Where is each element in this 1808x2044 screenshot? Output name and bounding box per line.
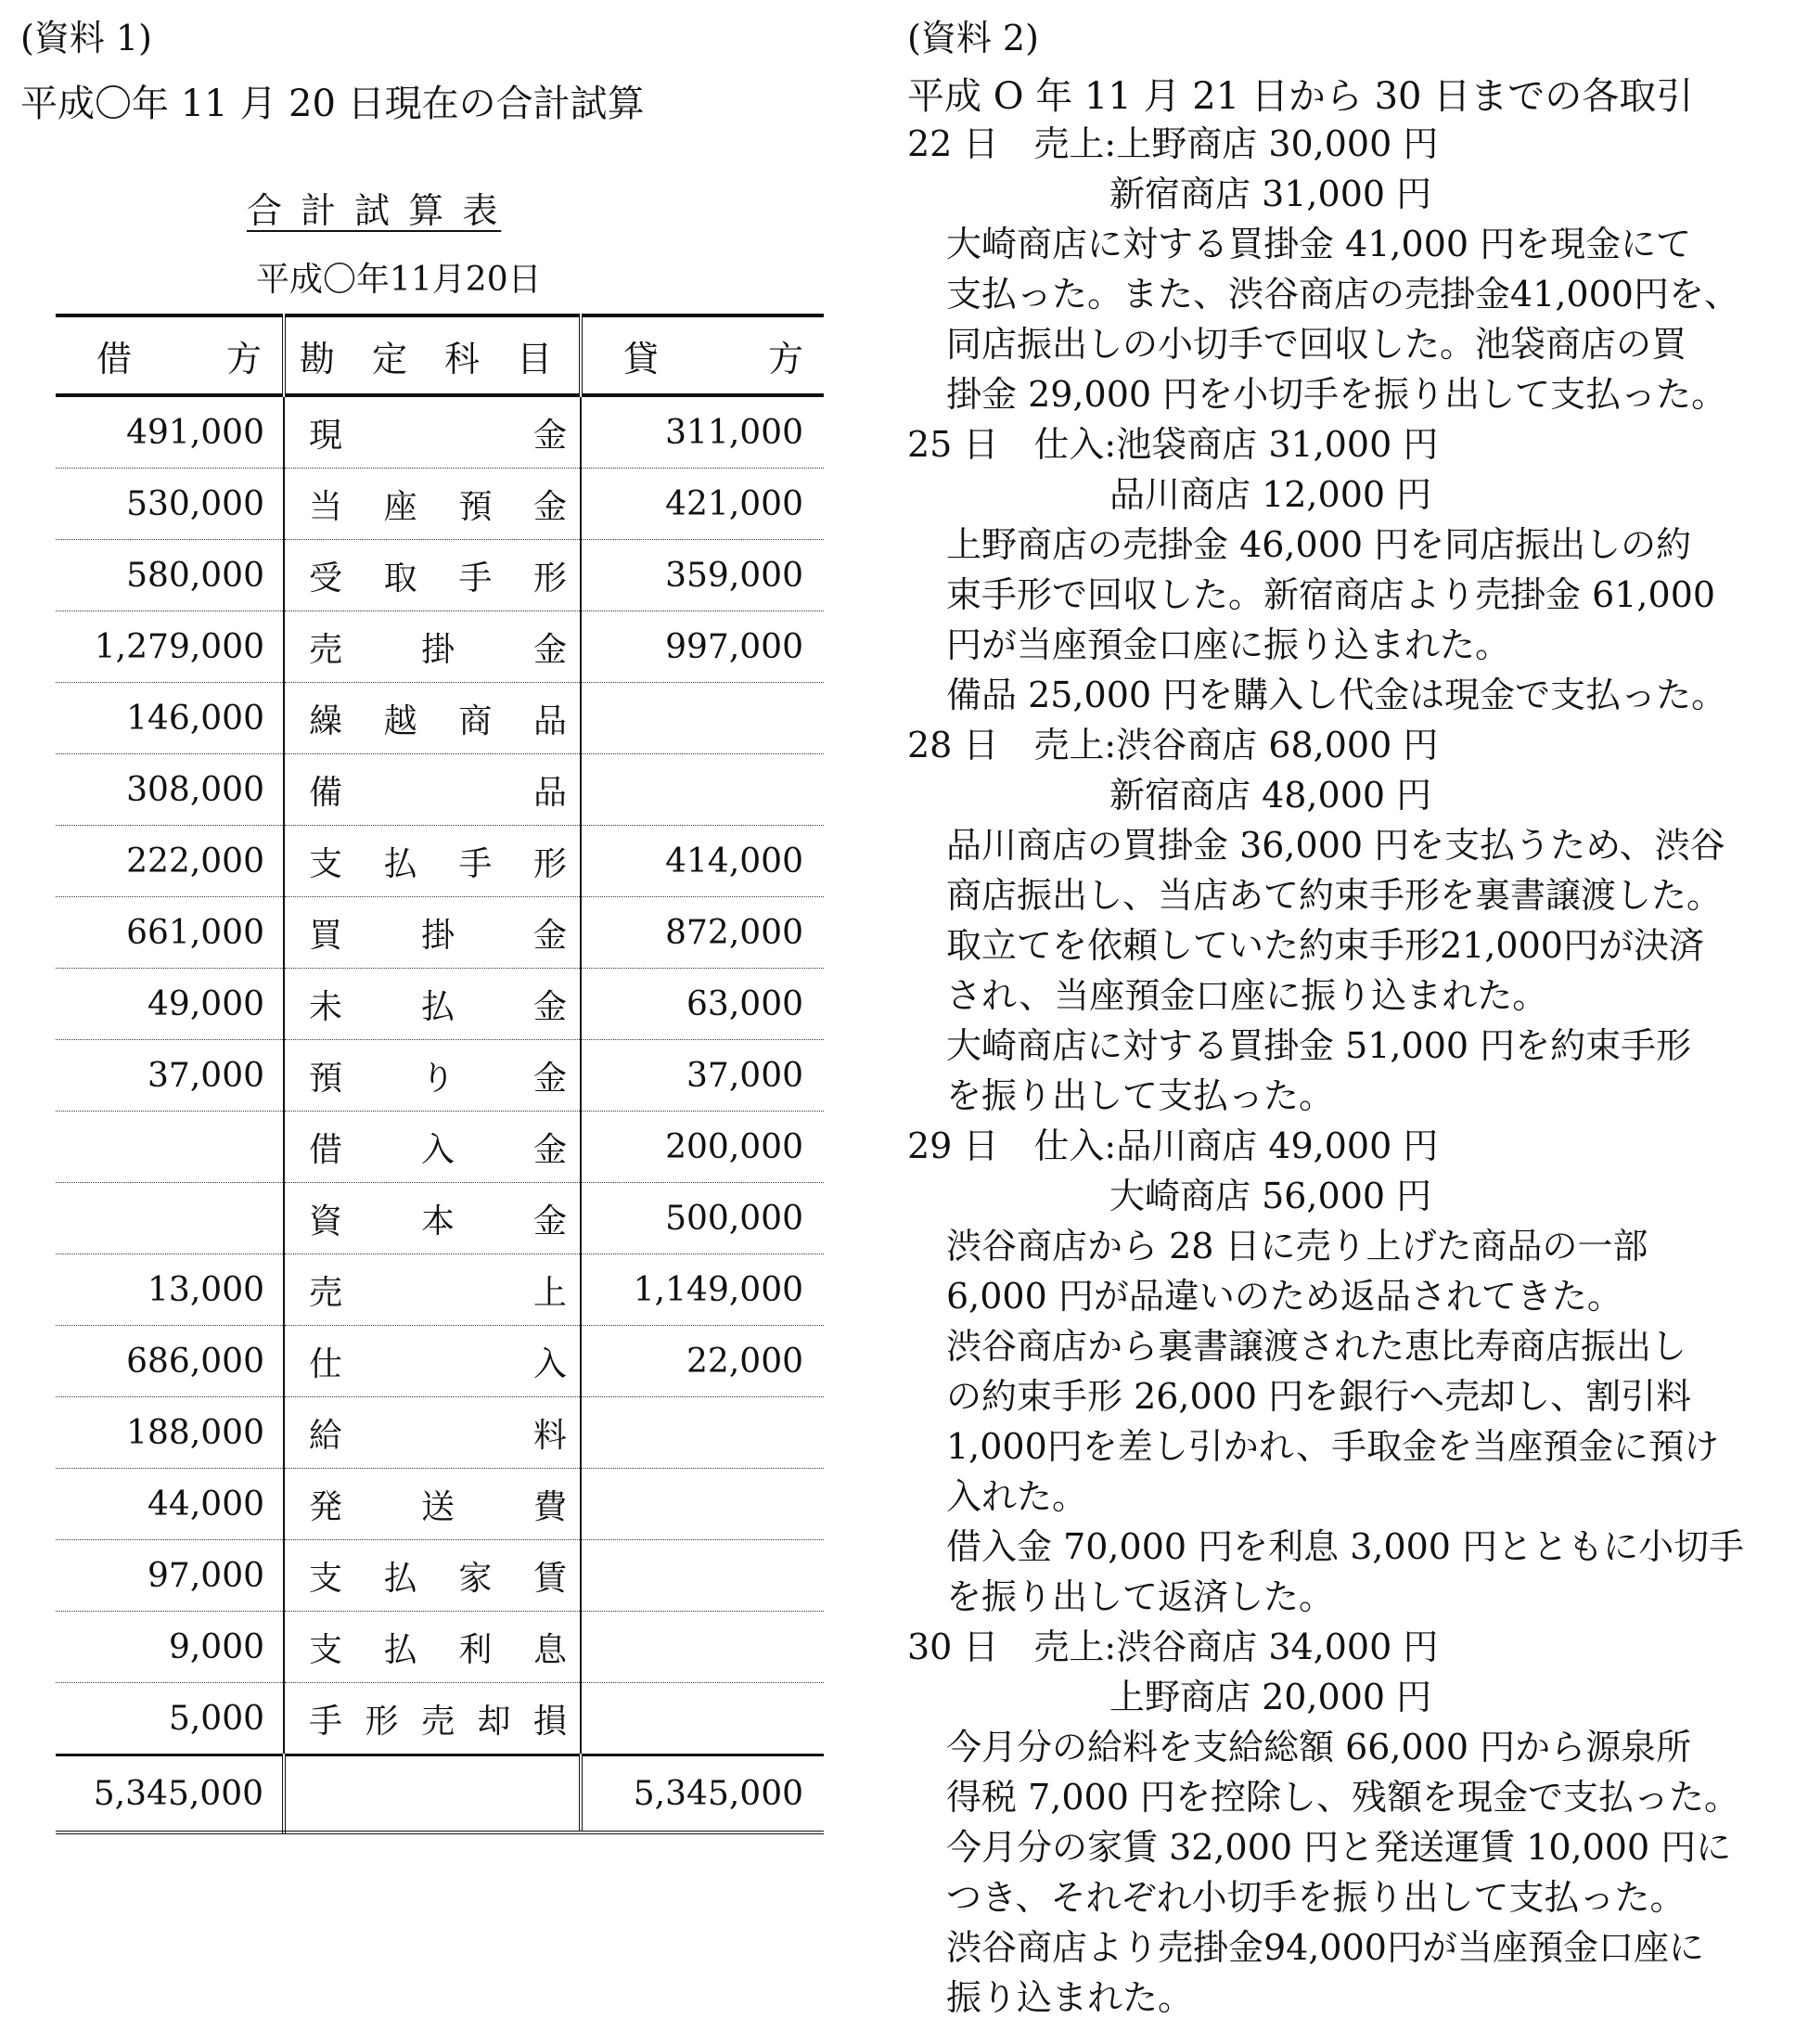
credit-amount: 22,000 bbox=[581, 1326, 824, 1397]
account-name bbox=[284, 1540, 581, 1612]
account-name-char: 仕 bbox=[309, 1344, 343, 1383]
table-row bbox=[56, 826, 824, 897]
transactions-heading: 平成 O 年 11 月 21 日から 30 日までの各取引 bbox=[907, 75, 1694, 118]
debit-amount: 188,000 bbox=[56, 1397, 284, 1469]
debit-amount: 580,000 bbox=[56, 540, 284, 611]
table-row bbox=[56, 1254, 824, 1326]
debit-amount bbox=[56, 1183, 284, 1254]
credit-amount bbox=[581, 683, 824, 754]
table-row bbox=[56, 1040, 824, 1112]
account-name-char: 借 bbox=[309, 1130, 343, 1169]
account-name-char: 払 bbox=[383, 844, 417, 883]
account-name-char: 支 bbox=[309, 844, 343, 883]
account-name bbox=[284, 540, 581, 611]
account-name-char: 手 bbox=[309, 1702, 343, 1741]
table-row bbox=[56, 1469, 824, 1540]
account-name bbox=[284, 1254, 581, 1326]
debit-amount: 5,000 bbox=[56, 1683, 284, 1755]
table-date: 平成〇年11月20日 bbox=[256, 261, 542, 299]
account-name-char: 預 bbox=[458, 487, 493, 526]
transaction-line: 大崎商店に対する買掛金 41,000 円を現金にて bbox=[946, 224, 1692, 264]
transaction-date-line: 30 日 売上:渋谷商店 34,000 円 bbox=[907, 1626, 1439, 1667]
account-header: 勘 定 科 目 bbox=[284, 315, 581, 395]
debit-amount: 530,000 bbox=[56, 469, 284, 540]
transaction-date-line: 29 日 仕入:品川商店 49,000 円 bbox=[907, 1125, 1439, 1166]
table-row bbox=[56, 1397, 824, 1469]
account-name-char: 利 bbox=[458, 1630, 493, 1669]
account-name-char: 品 bbox=[532, 701, 567, 740]
account-name-char: 座 bbox=[383, 487, 417, 526]
debit-amount: 308,000 bbox=[56, 754, 284, 826]
table-row bbox=[56, 1112, 824, 1183]
transaction-line: 1,000円を差し引かれ、手取金を当座預金に預け bbox=[946, 1426, 1720, 1467]
debit-amount bbox=[56, 1112, 284, 1183]
account-name-char: 受 bbox=[309, 559, 343, 598]
account-name-char: 売 bbox=[420, 1702, 455, 1741]
transaction-line: 6,000 円が品違いのため返品されてきた。 bbox=[946, 1276, 1622, 1317]
account-name-char: 金 bbox=[532, 916, 567, 955]
transaction-line: 支払った。また、渋谷商店の売掛金41,000円を、 bbox=[946, 274, 1739, 315]
transaction-line: され、当座預金口座に振り込まれた。 bbox=[946, 975, 1548, 1016]
transaction-line: つき、それぞれ小切手を振り出して支払った。 bbox=[946, 1877, 1686, 1918]
transaction-line: 取立てを依頼していた約束手形21,000円が決済 bbox=[946, 925, 1704, 966]
transaction-line: 円が当座預金口座に振り込まれた。 bbox=[946, 624, 1511, 665]
table-row bbox=[56, 469, 824, 540]
account-name bbox=[284, 1112, 581, 1183]
account-name-char: 金 bbox=[532, 987, 567, 1026]
credit-amount: 200,000 bbox=[581, 1112, 824, 1183]
credit-amount bbox=[581, 754, 824, 826]
table-row bbox=[56, 611, 824, 683]
transaction-line: 上野商店の売掛金 46,000 円を同店振出しの約 bbox=[946, 524, 1692, 565]
account-name-char: 売 bbox=[309, 630, 343, 669]
account-name bbox=[284, 897, 581, 969]
debit-amount: 44,000 bbox=[56, 1469, 284, 1540]
account-name-char: 損 bbox=[532, 1702, 567, 1741]
material-2-label: (資料 2) bbox=[907, 18, 1039, 58]
debit-amount: 1,279,000 bbox=[56, 611, 284, 683]
account-name-char: 家 bbox=[458, 1559, 493, 1598]
credit-amount: 500,000 bbox=[581, 1183, 824, 1254]
table-row bbox=[56, 1612, 824, 1683]
credit-amount: 414,000 bbox=[581, 826, 824, 897]
debit-header-char: 借 bbox=[96, 338, 133, 379]
debit-amount: 13,000 bbox=[56, 1254, 284, 1326]
account-name-char: 支 bbox=[309, 1559, 343, 1598]
transaction-line: 大崎商店に対する買掛金 51,000 円を約束手形 bbox=[946, 1025, 1692, 1066]
debit-amount: 491,000 bbox=[56, 395, 284, 469]
credit-header-char: 貸 bbox=[623, 338, 660, 379]
transaction-line: 借入金 70,000 円を利息 3,000 円とともに小切手 bbox=[946, 1526, 1745, 1567]
debit-header-char: 方 bbox=[225, 338, 262, 379]
transaction-line: 同店振出しの小切手で回収した。池袋商店の買 bbox=[946, 324, 1687, 365]
account-name bbox=[284, 469, 581, 540]
account-name-char: 金 bbox=[532, 1202, 567, 1241]
table-header-row bbox=[56, 315, 824, 395]
transaction-line: 備品 25,000 円を購入し代金は現金で支払った。 bbox=[946, 675, 1727, 715]
account-name-char: 掛 bbox=[420, 916, 455, 955]
table-row bbox=[56, 683, 824, 754]
account-name-char: 現 bbox=[309, 416, 343, 455]
table-row bbox=[56, 1326, 824, 1397]
account-name-char: 支 bbox=[309, 1630, 343, 1669]
table-row bbox=[56, 540, 824, 611]
debit-amount: 97,000 bbox=[56, 1540, 284, 1612]
account-name-char: 送 bbox=[420, 1487, 455, 1526]
credit-amount: 872,000 bbox=[581, 897, 824, 969]
credit-total: 5,345,000 bbox=[581, 1755, 824, 1833]
account-name-char: 給 bbox=[309, 1416, 343, 1455]
credit-amount: 63,000 bbox=[581, 969, 824, 1040]
transaction-line: 大崎商店 56,000 円 bbox=[1109, 1176, 1432, 1216]
account-name-char: 金 bbox=[532, 1130, 567, 1169]
trial-balance-heading: 平成〇年 11 月 20 日現在の合計試算 bbox=[20, 83, 645, 125]
transaction-date-line: 22 日 売上:上野商店 30,000 円 bbox=[907, 123, 1439, 164]
account-name-char: 商 bbox=[458, 701, 493, 740]
table-title: 合 計 試 算 表 bbox=[247, 190, 502, 231]
transaction-line: 品川商店の買掛金 36,000 円を支払うため、渋谷 bbox=[946, 825, 1725, 866]
table-row bbox=[56, 969, 824, 1040]
account-name-char: 預 bbox=[309, 1059, 343, 1098]
credit-amount: 1,149,000 bbox=[581, 1254, 824, 1326]
credit-header-char: 方 bbox=[767, 338, 803, 379]
account-name bbox=[284, 826, 581, 897]
account-name-char: 繰 bbox=[309, 701, 343, 740]
account-name-char: 資 bbox=[309, 1202, 343, 1241]
account-name-char: 備 bbox=[309, 773, 343, 812]
transaction-line: 入れた。 bbox=[946, 1476, 1088, 1517]
debit-amount: 37,000 bbox=[56, 1040, 284, 1112]
account-name bbox=[284, 1397, 581, 1469]
account-name bbox=[284, 1612, 581, 1683]
table-row bbox=[56, 1540, 824, 1612]
account-name bbox=[284, 969, 581, 1040]
account-name-char: 形 bbox=[365, 1702, 399, 1741]
account-name-char: 入 bbox=[420, 1130, 455, 1169]
transaction-line: 振り込まれた。 bbox=[946, 1977, 1194, 2018]
transaction-line: 渋谷商店より売掛金94,000円が当座預金口座に bbox=[946, 1927, 1704, 1968]
credit-amount: 311,000 bbox=[581, 395, 824, 469]
transaction-line: 今月分の家賃 32,000 円と発送運賃 10,000 円に bbox=[946, 1827, 1732, 1868]
account-name-char: 払 bbox=[420, 987, 455, 1026]
transaction-line: 今月分の給料を支給総額 66,000 円から源泉所 bbox=[946, 1727, 1692, 1768]
account-name bbox=[284, 1183, 581, 1254]
debit-amount: 49,000 bbox=[56, 969, 284, 1040]
account-name-char: 金 bbox=[532, 487, 567, 526]
account-name-char: 費 bbox=[532, 1487, 567, 1526]
account-name-char: 当 bbox=[309, 487, 343, 526]
account-name bbox=[284, 395, 581, 469]
account-name-char: 売 bbox=[309, 1273, 343, 1312]
credit-amount bbox=[581, 1612, 824, 1683]
credit-amount bbox=[581, 1683, 824, 1755]
debit-amount: 146,000 bbox=[56, 683, 284, 754]
transaction-date-line: 25 日 仕入:池袋商店 31,000 円 bbox=[907, 424, 1439, 465]
debit-amount: 222,000 bbox=[56, 826, 284, 897]
credit-amount bbox=[581, 1469, 824, 1540]
table-row bbox=[56, 1183, 824, 1254]
table-row bbox=[56, 395, 824, 469]
account-name-char: 金 bbox=[532, 630, 567, 669]
account-name-char: 払 bbox=[383, 1630, 417, 1669]
total-row bbox=[56, 1755, 824, 1833]
credit-amount bbox=[581, 1540, 824, 1612]
transaction-line: の約束手形 26,000 円を銀行へ売却し、割引料 bbox=[946, 1376, 1692, 1417]
transaction-line: 新宿商店 31,000 円 bbox=[1109, 174, 1432, 214]
account-name-char: 上 bbox=[532, 1273, 567, 1312]
total-account-blank bbox=[284, 1755, 581, 1833]
account-name-char: 形 bbox=[532, 559, 567, 598]
account-name-char: 入 bbox=[532, 1344, 567, 1383]
transaction-line: 新宿商店 48,000 円 bbox=[1109, 775, 1432, 816]
account-name-char: 息 bbox=[532, 1630, 567, 1669]
debit-header bbox=[56, 315, 284, 395]
account-name-char: 取 bbox=[383, 559, 417, 598]
account-name bbox=[284, 1326, 581, 1397]
transaction-line: を振り出して返済した。 bbox=[946, 1576, 1335, 1617]
debit-total: 5,345,000 bbox=[56, 1755, 284, 1833]
account-name-char: 手 bbox=[458, 559, 493, 598]
trial-balance-table bbox=[56, 314, 824, 1834]
credit-amount: 37,000 bbox=[581, 1040, 824, 1112]
account-name-char: 形 bbox=[532, 844, 567, 883]
account-name-char: 未 bbox=[309, 987, 343, 1026]
material-1-label: (資料 1) bbox=[20, 18, 152, 58]
debit-amount: 9,000 bbox=[56, 1612, 284, 1683]
account-name bbox=[284, 1683, 581, 1755]
account-name-char: 品 bbox=[532, 773, 567, 812]
transaction-line: 束手形で回収した。新宿商店より売掛金 61,000 bbox=[946, 574, 1716, 615]
account-name bbox=[284, 1040, 581, 1112]
debit-amount: 661,000 bbox=[56, 897, 284, 969]
account-name-char: 本 bbox=[420, 1202, 455, 1241]
transaction-line: 掛金 29,000 円を小切手を振り出して支払った。 bbox=[946, 374, 1727, 415]
transaction-line: 渋谷商店から 28 日に売り上げた商品の一部 bbox=[946, 1226, 1648, 1266]
account-name-char: 却 bbox=[477, 1702, 511, 1741]
account-name-char: 金 bbox=[532, 416, 567, 455]
account-name-char: 手 bbox=[458, 844, 493, 883]
credit-amount bbox=[581, 1397, 824, 1469]
account-name-char: 金 bbox=[532, 1059, 567, 1098]
credit-header bbox=[581, 315, 824, 395]
account-name-char: 料 bbox=[532, 1416, 567, 1455]
transaction-line: 上野商店 20,000 円 bbox=[1109, 1677, 1432, 1717]
account-name bbox=[284, 611, 581, 683]
table-row bbox=[56, 1683, 824, 1755]
transaction-date-line: 28 日 売上:渋谷商店 68,000 円 bbox=[907, 725, 1439, 765]
table-row bbox=[56, 754, 824, 826]
credit-amount: 997,000 bbox=[581, 611, 824, 683]
account-name bbox=[284, 1469, 581, 1540]
account-name-char: 掛 bbox=[420, 630, 455, 669]
account-name-char: 賃 bbox=[532, 1559, 567, 1598]
account-name-char: り bbox=[420, 1059, 455, 1098]
account-name-char: 発 bbox=[309, 1487, 343, 1526]
credit-amount: 421,000 bbox=[581, 469, 824, 540]
transaction-line: 品川商店 12,000 円 bbox=[1109, 474, 1432, 515]
debit-amount: 686,000 bbox=[56, 1326, 284, 1397]
transaction-line: 渋谷商店から裏書譲渡された恵比寿商店振出し bbox=[946, 1326, 1687, 1367]
table-row bbox=[56, 897, 824, 969]
transaction-line: 商店振出し、当店あて約束手形を裏書譲渡した。 bbox=[946, 875, 1723, 916]
transaction-line: を振り出して支払った。 bbox=[946, 1075, 1335, 1116]
credit-amount: 359,000 bbox=[581, 540, 824, 611]
account-name-char: 買 bbox=[309, 916, 343, 955]
account-name-char: 払 bbox=[383, 1559, 417, 1598]
transaction-line: 得税 7,000 円を控除し、残額を現金で支払った。 bbox=[946, 1777, 1739, 1818]
account-name-char: 越 bbox=[383, 701, 417, 740]
account-name bbox=[284, 754, 581, 826]
account-name bbox=[284, 683, 581, 754]
